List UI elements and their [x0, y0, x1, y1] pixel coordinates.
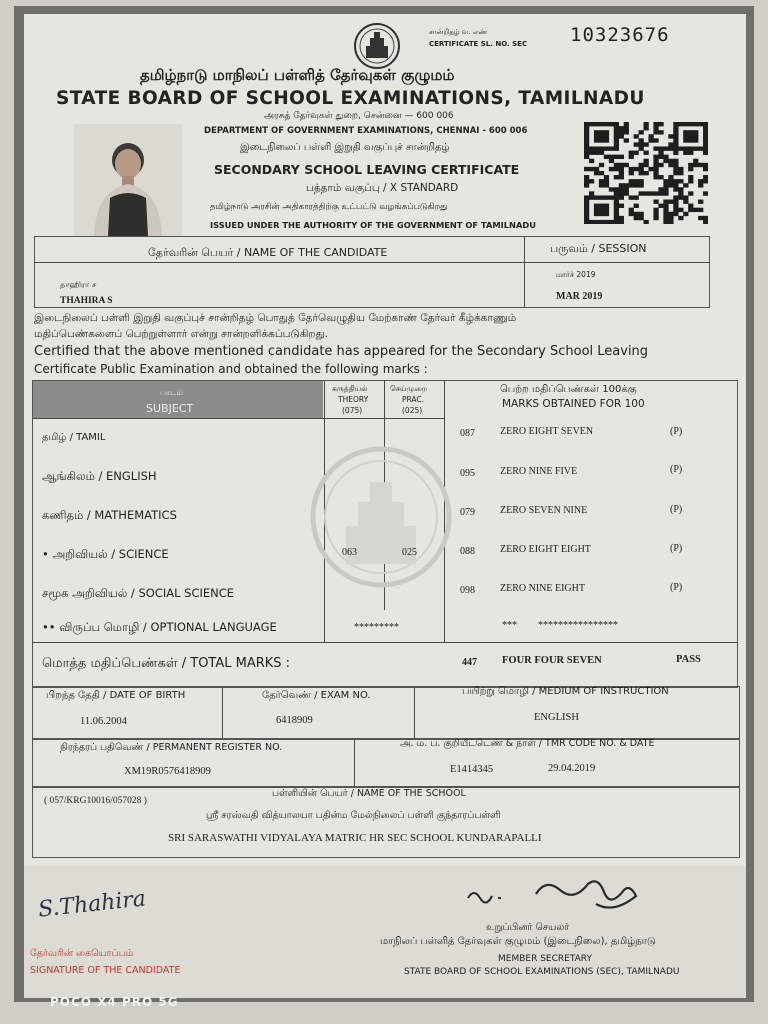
subject-header: SUBJECT	[146, 402, 194, 415]
reg-no-value: XM19R0576418909	[124, 766, 211, 777]
theory-header: THEORY	[338, 395, 369, 404]
subject-marks-words: ZERO NINE FIVE	[500, 466, 578, 477]
watermark-emblem-icon	[306, 442, 456, 592]
session-label: பருவம் / SESSION	[550, 242, 647, 255]
subject-name: சமூக அறிவியல் / SOCIAL SCIENCE	[42, 586, 235, 600]
prac-max: (025)	[402, 406, 423, 415]
candidate-sig-label-tamil: தேர்வரின் கையொப்பம்	[30, 948, 134, 959]
school-code: ( 057/KRG10016/057028 )	[44, 796, 147, 806]
medium-value: ENGLISH	[534, 712, 579, 723]
subject-marks: 098	[460, 585, 475, 596]
candidate-sig-label: SIGNATURE OF THE CANDIDATE	[30, 965, 181, 976]
certified-line-2: Certificate Public Examination and obtained the following marks :	[34, 362, 428, 376]
subject-marks: 088	[460, 546, 475, 557]
authority-tamil: தமிழ்நாடு அரசின் அதிகாரத்திற்கு உட்பட்டு வழங்கப்படுகிறது	[210, 202, 448, 212]
name-label: தேர்வரின் பெயர் / NAME OF THE CANDIDATE	[148, 246, 388, 259]
secretary-tamil: உறுப்பினர் செயலர்	[486, 922, 570, 933]
subject-marks-words: ZERO EIGHT SEVEN	[500, 426, 594, 437]
total-label: மொத்த மதிப்பெண்கள் / TOTAL MARKS :	[42, 656, 291, 671]
subject-result: (P)	[670, 426, 683, 437]
certified-line-1: Certified that the above mentioned candidate has appeared for the Secondary School Leaving	[34, 344, 649, 359]
subject-theory: *********	[354, 622, 399, 633]
camera-watermark: POCO X4 PRO 5G	[50, 995, 179, 1009]
authority: ISSUED UNDER THE AUTHORITY OF THE GOVERNMENT OF TAMILNADU	[210, 220, 537, 230]
subject-marks: 095	[460, 468, 475, 479]
serial-label: CERTIFICATE SL. NO. SEC	[429, 40, 528, 48]
certificate	[24, 14, 746, 998]
prac-header-tamil: செய்முறை	[390, 384, 427, 393]
dept-tamil: அரசுத் தேர்வுகள் துறை, சென்னை — 600 006	[264, 111, 454, 121]
session-value: MAR 2019	[556, 291, 603, 302]
subject-name: • அறிவியல் / SCIENCE	[42, 547, 169, 561]
prac-header: PRAC.	[402, 395, 425, 404]
subject-marks-words: ZERO EIGHT EIGHT	[500, 544, 591, 555]
subject-name: கணிதம் / MATHEMATICS	[42, 508, 177, 522]
obtained-header: MARKS OBTAINED FOR 100	[502, 398, 645, 410]
secretary-board: STATE BOARD OF SCHOOL EXAMINATIONS (SEC), TAMILNADU	[404, 967, 680, 977]
board-title: STATE BOARD OF SCHOOL EXAMINATIONS, TAMILNADU	[56, 88, 645, 109]
subject-marks: 079	[460, 507, 475, 518]
subject-name: •• விருப்ப மொழி / OPTIONAL LANGUAGE	[42, 620, 277, 634]
subject-marks-words: ****************	[538, 620, 618, 631]
member-secretary: MEMBER SECRETARY	[498, 954, 592, 964]
candidate-photo	[74, 124, 182, 236]
subject-marks: ***	[502, 620, 517, 631]
reg-no-label: நிரந்தரப் பதிவெண் / PERMANENT REGISTER NO.	[60, 742, 283, 753]
total-result: PASS	[676, 654, 701, 665]
dept-name: DEPARTMENT OF GOVERNMENT EXAMINATIONS, CHENNAI - 600 006	[204, 126, 528, 136]
subject-header-tamil: பாடம்	[160, 388, 183, 397]
total-marks: 447	[462, 657, 477, 668]
session-tamil: மார்ச் 2019	[556, 270, 596, 279]
secretary-board-tamil: மாநிலப் பள்ளித் தேர்வுகள் குழுமம் (இடைநிலை), தமிழ்நாடு	[380, 936, 656, 947]
candidate-name-tamil: தாஹிரா ச	[60, 280, 97, 289]
candidate-name: THAHIRA S	[60, 296, 113, 306]
subject-prac: 025	[402, 547, 417, 558]
medium-label: பயிற்று மொழி / MEDIUM OF INSTRUCTION	[462, 686, 669, 697]
subject-result: (P)	[670, 504, 683, 515]
exam-no-value: 6418909	[276, 715, 313, 726]
subject-result: (P)	[670, 464, 683, 475]
tmr-label: அ. ம. ப. குறியீட்டெண் & நாள் / TMR CODE NO. & DATE	[400, 738, 655, 749]
certified-tamil-1: இடைநிலைப் பள்ளி இறுதி வகுப்புச் சான்றிதழ் பொதுத் தேர்வெழுதிய மேற்காண் தேர்வர் கீழ்க்காணும்	[34, 312, 517, 324]
tmr-code: E1414345	[450, 764, 494, 775]
cert-title-tamil: இடைநிலைப் பள்ளி இறுதி வகுப்புச் சான்றிதழ்	[240, 142, 450, 153]
subject-theory: 063	[342, 547, 357, 558]
subject-result: (P)	[670, 543, 683, 554]
standard: பத்தாம் வகுப்பு / X STANDARD	[306, 182, 459, 194]
subject-name: தமிழ் / TAMIL	[42, 432, 106, 443]
total-marks-words: FOUR FOUR SEVEN	[502, 655, 602, 666]
serial-label-tamil: சான்றிதழ் வ. எண்	[429, 28, 488, 36]
subject-result: (P)	[670, 582, 683, 593]
school-name-tamil: ஸ்ரீ சரஸ்வதி வித்யாலயா பதின்ம மேல்நிலைப் பள்ளி குந்தாரப்பள்ளி	[206, 810, 501, 821]
exam-no-label: தேர்வெண் / EXAM NO.	[262, 690, 371, 701]
board-title-tamil: தமிழ்நாடு மாநிலப் பள்ளித் தேர்வுகள் குழுமம்	[140, 66, 455, 84]
subject-marks-words: ZERO NINE EIGHT	[500, 583, 585, 594]
subject-name: ஆங்கிலம் / ENGLISH	[42, 469, 157, 483]
subject-marks-words: ZERO SEVEN NINE	[500, 505, 588, 516]
theory-header-tamil: கருத்தியல்	[332, 384, 368, 393]
dob-value: 11.06.2004	[80, 716, 127, 727]
serial-number: 10323676	[570, 24, 670, 46]
secretary-signature-icon	[464, 874, 644, 924]
certified-tamil-2: மதிப்பெண்களைப் பெற்றுள்ளார் என்று சான்றளிக்கப்படுகிறது.	[34, 328, 329, 340]
tamilnadu-emblem-icon	[352, 22, 402, 70]
school-name: SRI SARASWATHI VIDYALAYA MATRIC HR SEC SCHOOL KUNDARAPALLI	[168, 832, 542, 844]
school-label: பள்ளியின் பெயர் / NAME OF THE SCHOOL	[272, 788, 466, 799]
qr-code-icon	[584, 122, 708, 224]
candidate-signature: S.Thahira	[36, 886, 148, 923]
cert-title: SECONDARY SCHOOL LEAVING CERTIFICATE	[214, 162, 520, 177]
obtained-header-tamil: பெற்ற மதிப்பெண்கள் 100க்கு	[500, 384, 637, 395]
subject-marks: 087	[460, 428, 475, 439]
tmr-date: 29.04.2019	[548, 763, 596, 774]
theory-max: (075)	[342, 406, 363, 415]
dob-label: பிறந்த தேதி / DATE OF BIRTH	[46, 690, 186, 701]
